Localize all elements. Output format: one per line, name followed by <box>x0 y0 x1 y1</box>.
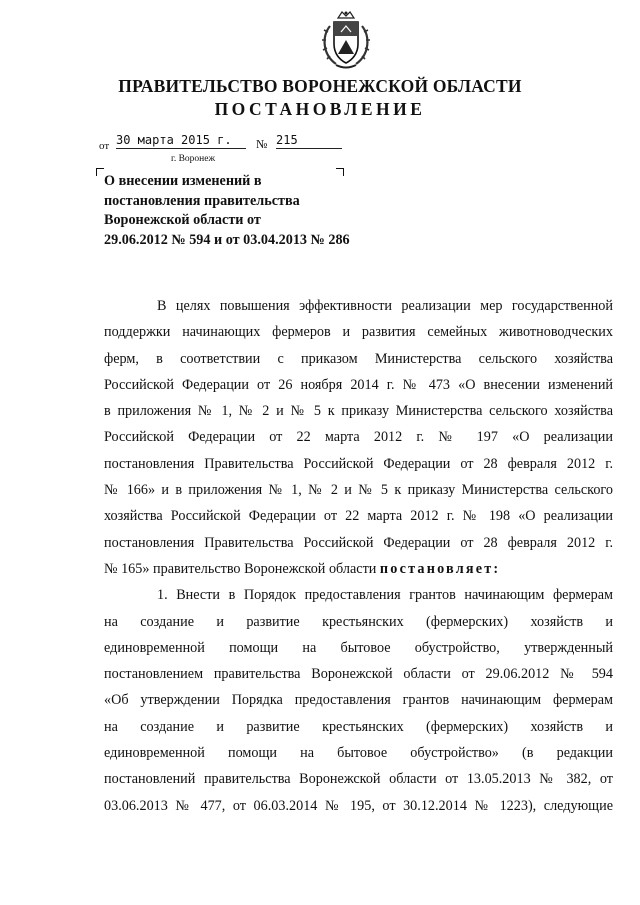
body-line: хозяйства Российской Федерации от 22 марта 2012 г. № 198 «О реализации <box>104 508 613 525</box>
body-text: № 165» правительство Воронежской области <box>104 560 377 577</box>
subject-line: Воронежской области от <box>104 212 261 228</box>
body-line: поддержки начинающих фермеров и развития семейных животноводческих <box>104 324 613 341</box>
resolves-keyword: постановляет: <box>379 560 501 577</box>
document-subject <box>104 172 364 250</box>
body-line: постановления Правительства Российской Федерации от 28 февраля 2012 г. <box>104 534 613 551</box>
document-date: 30 марта 2015 г. <box>116 133 246 149</box>
body-line: постановлением правительства Воронежской области от 29.06.2012 № 594 <box>104 666 613 683</box>
body-line: В целях повышения эффективности реализации мер государственной <box>157 298 613 314</box>
body-line: на создание и развитие крестьянских (фермерских) хозяйств и <box>104 718 613 735</box>
body-line: 1. Внести в Порядок предоставления грантов начинающим фермерам <box>157 587 613 604</box>
body-line: единовременной помощи на бытовое обустройство» (в редакции <box>104 745 613 762</box>
body-line: единовременной помощи на бытовое обустройство, утвержденный <box>104 639 613 656</box>
body-line: 03.06.2013 № 477, от 06.03.2014 № 195, от 30.12.2014 № 1223), следующие <box>104 797 613 814</box>
subject-corner-left <box>96 168 104 176</box>
government-title: ПРАВИТЕЛЬСТВО ВОРОНЕЖСКОЙ ОБЛАСТИ <box>118 76 522 96</box>
body-line: на создание и развитие крестьянских (фермерских) хозяйств и <box>104 613 613 630</box>
body-line: ферм, в соответствии с приказом Министерства сельского хозяйства <box>104 350 613 367</box>
document-body <box>104 293 613 819</box>
body-line: «Об утверждении Порядка предоставления грантов начинающим фермерам <box>104 692 613 709</box>
document-number: 215 <box>276 133 342 149</box>
subject-line: постановления правительства <box>104 192 300 209</box>
body-line: постановления Правительства Российской Федерации от 28 февраля 2012 г. <box>104 455 613 472</box>
body-line: Российской Федерации от 26 ноября 2014 г. № 473 «О внесении изменений <box>104 376 613 393</box>
subject-line: О внесении изменений в <box>104 173 262 189</box>
body-line: № 166» и в приложения № 1, № 2 и № 5 к приказу Министерства сельского <box>104 482 613 499</box>
body-line: постановлений правительства Воронежской области от 13.05.2013 № 382, от <box>104 771 613 788</box>
body-line: Российской Федерации от 22 марта 2012 г. № 197 «О реализации <box>104 429 613 446</box>
body-line: в приложения № 1, № 2 и № 5 к приказу Министерства сельского хозяйства <box>104 403 613 420</box>
number-sign: № <box>256 137 268 151</box>
document-type: ПОСТАНОВЛЕНИЕ <box>214 99 426 119</box>
subject-line: 29.06.2012 № 594 и от 03.04.2013 № 286 <box>104 231 350 248</box>
date-prefix: от <box>99 140 110 152</box>
coat-of-arms-icon <box>316 10 376 72</box>
city: г. Воронеж <box>171 154 216 164</box>
body-line <box>104 556 613 582</box>
